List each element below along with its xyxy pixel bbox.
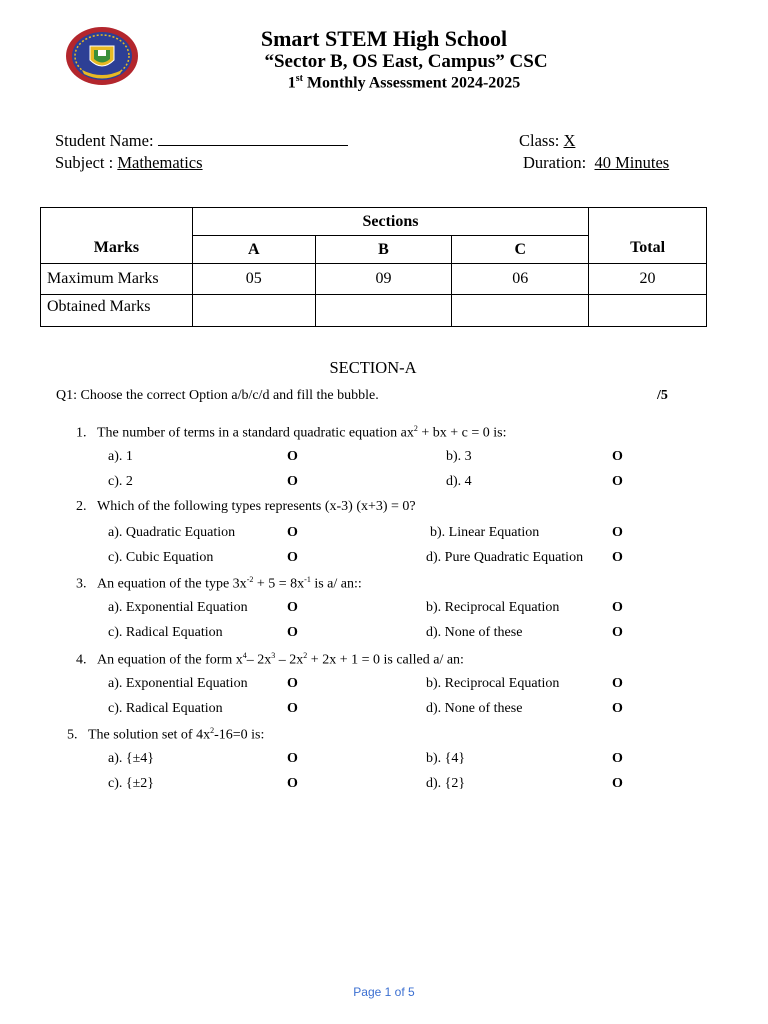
q4-bubble-b[interactable]: O xyxy=(612,676,623,691)
q5-option-b: b). {4} xyxy=(426,751,466,766)
q3-option-a: a). Exponential Equation xyxy=(108,600,248,615)
q4-bubble-d[interactable]: O xyxy=(612,701,623,716)
obtained-marks-c[interactable] xyxy=(452,295,589,327)
student-name-line xyxy=(55,131,348,151)
subject-label: Subject : xyxy=(55,153,114,172)
q2-option-b: b). Linear Equation xyxy=(430,525,540,540)
q2-option-a: a). Quadratic Equation xyxy=(108,525,236,540)
question-1: 1. The number of terms in a standard quadratic equation $ax^2$ + bx + c = 0 is: xyxy=(76,424,507,441)
q1-instruction: Q1: Choose the correct Option a/b/c/d and fill the bubble. xyxy=(56,388,379,403)
class-label: Class: xyxy=(519,131,560,150)
q3-bubble-d[interactable]: O xyxy=(612,625,623,640)
q3-option-b: b). Reciprocal Equation xyxy=(426,600,560,615)
q3-bubble-b[interactable]: O xyxy=(612,600,623,615)
q4-option-b: b). Reciprocal Equation xyxy=(426,676,560,691)
marks-table xyxy=(40,207,707,327)
duration-line xyxy=(523,153,669,173)
q4-bubble-a[interactable]: O xyxy=(287,676,298,691)
section-c-header: C xyxy=(452,236,589,264)
q5-option-d: d). {2} xyxy=(426,776,466,791)
q5-bubble-c[interactable]: O xyxy=(287,776,298,791)
q4-option-c: c). Radical Equation xyxy=(108,701,223,716)
q1-option-b: b). 3 xyxy=(446,449,472,464)
q5-bubble-a[interactable]: O xyxy=(287,751,298,766)
section-b-header: B xyxy=(315,236,452,264)
section-a-title: SECTION-A xyxy=(329,358,417,377)
q3-bubble-c[interactable]: O xyxy=(287,625,298,640)
student-name-label: Student Name: xyxy=(55,131,154,150)
q1-bubble-a[interactable]: O xyxy=(287,449,298,464)
q2-bubble-a[interactable]: O xyxy=(287,525,298,540)
question-5: 5. The solution set of $4x^2-16=0$ is: xyxy=(67,726,265,743)
q1-score: /5 xyxy=(657,388,668,403)
q2-bubble-b[interactable]: O xyxy=(612,525,623,540)
q1-option-c: c). 2 xyxy=(108,474,133,489)
marks-header: Marks xyxy=(41,208,193,264)
subject-value: Mathematics xyxy=(117,153,203,172)
student-name-blank[interactable] xyxy=(158,131,348,146)
page-number: Page 1 of 5 xyxy=(353,985,415,999)
q1-bubble-b[interactable]: O xyxy=(612,449,623,464)
assessment-title: 1st Monthly Assessment 2024-2025 xyxy=(287,73,521,92)
duration-value: 40 Minutes xyxy=(594,153,670,172)
q2-option-c: c). Cubic Equation xyxy=(108,550,214,565)
subject-line xyxy=(55,153,203,173)
question-4: 4. An equation of the form $x^4-$ $2x^3 - 2x^2 + 2x + 1 = 0$ is called a/ an: xyxy=(76,651,464,668)
obtained-marks-b[interactable] xyxy=(315,295,452,327)
q4-bubble-c[interactable]: O xyxy=(287,701,298,716)
max-marks-c: 06 xyxy=(452,264,589,295)
question-3: 3. An equation of the type $3x^{-2} + 5 = 8x^{-1}$ is a/ an:: xyxy=(76,575,362,592)
q5-bubble-d[interactable]: O xyxy=(612,776,623,791)
campus-name: “Sector B, OS East, Campus” CSC xyxy=(264,51,548,72)
obtained-marks-a[interactable] xyxy=(192,295,315,327)
q2-option-d: d). Pure Quadratic Equation xyxy=(426,550,584,565)
max-marks-total: 20 xyxy=(589,264,707,295)
q5-option-a: a). {±4} xyxy=(108,751,154,766)
sections-header: Sections xyxy=(192,208,588,236)
q3-option-d: d). None of these xyxy=(426,625,523,640)
q5-option-c: c). {±2} xyxy=(108,776,154,791)
q3-option-c: c). Radical Equation xyxy=(108,625,223,640)
maximum-marks-label: Maximum Marks xyxy=(41,264,193,295)
q1-option-a: a). 1 xyxy=(108,449,133,464)
school-name: Smart STEM High School xyxy=(260,26,508,51)
class-line xyxy=(519,131,575,151)
q2-bubble-d[interactable]: O xyxy=(612,550,623,565)
q5-bubble-b[interactable]: O xyxy=(612,751,623,766)
obtained-marks-label: Obtained Marks xyxy=(41,295,193,327)
obtained-marks-total[interactable] xyxy=(589,295,707,327)
q4-option-a: a). Exponential Equation xyxy=(108,676,248,691)
max-marks-b: 09 xyxy=(315,264,452,295)
section-a-header: A xyxy=(192,236,315,264)
question-2: 2. Which of the following types represents (x-3) (x+3) = 0? xyxy=(76,499,416,514)
class-value: X xyxy=(563,131,576,150)
max-marks-a: 05 xyxy=(192,264,315,295)
q1-bubble-d[interactable]: O xyxy=(612,474,623,489)
q1-option-d: d). 4 xyxy=(446,474,472,489)
duration-label: Duration: xyxy=(523,153,587,172)
q3-bubble-a[interactable]: O xyxy=(287,600,298,615)
q1-bubble-c[interactable]: O xyxy=(287,474,298,489)
total-header: Total xyxy=(589,208,707,264)
q2-bubble-c[interactable]: O xyxy=(287,550,298,565)
q4-option-d: d). None of these xyxy=(426,701,523,716)
